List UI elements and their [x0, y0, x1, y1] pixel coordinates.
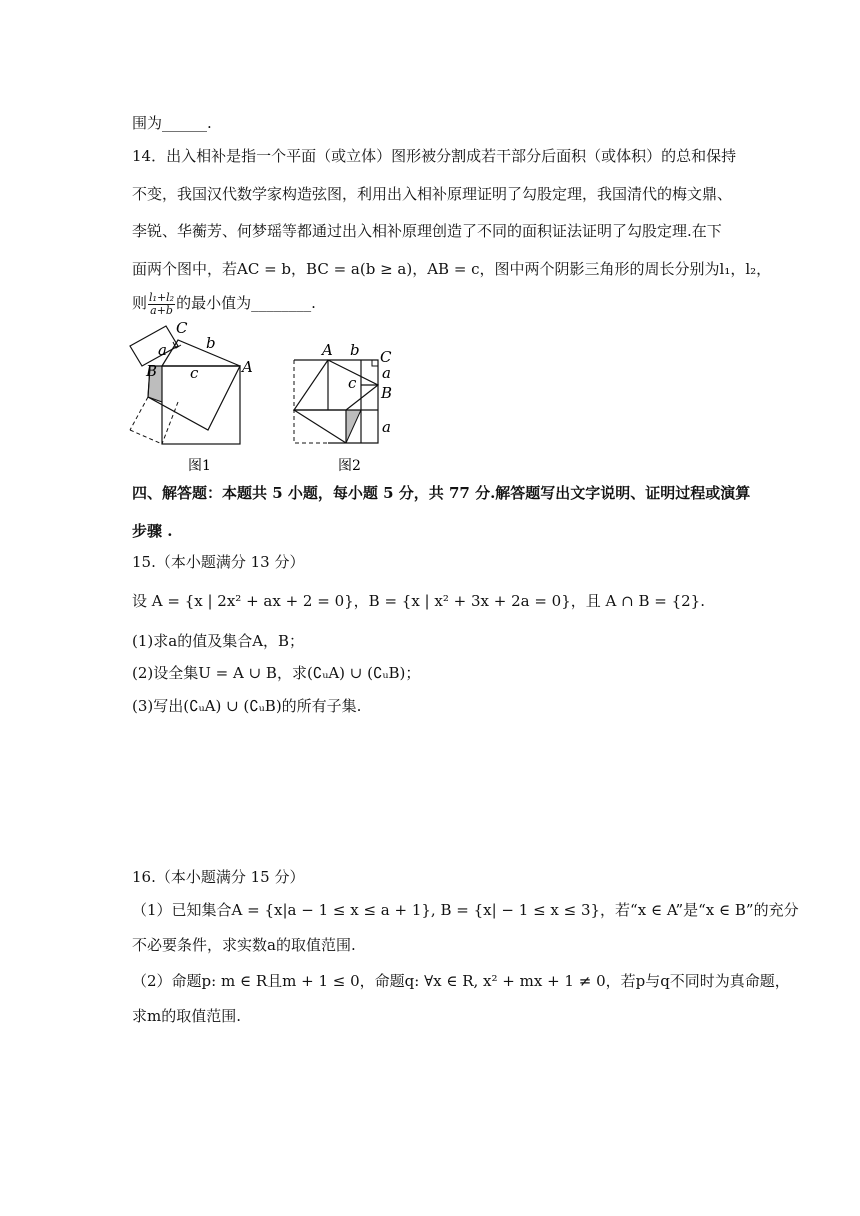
- q16-title: 16.（本小题满分 15 分）: [132, 868, 305, 886]
- q15-part-2: (2)设全集U = A ∪ B，求(∁ᵤA) ∪ (∁ᵤB)；: [132, 664, 421, 682]
- fig2-label-A: A: [322, 341, 333, 359]
- q14-prefix: 则: [132, 294, 148, 312]
- fig2-outer-square: [294, 360, 378, 443]
- q14-line-5: [132, 286, 316, 320]
- q15-stem: 设 A = {x | 2x² + ax + 2 = 0}，B = {x | x² + 3x + 2a = 0}，且 A ∩ B = {2}.: [132, 592, 705, 610]
- fig2-label-b: b: [350, 341, 360, 359]
- fig2-caption: 图2: [338, 458, 361, 474]
- fig2-right-angle-mark: [372, 360, 378, 366]
- fig1-label-C: C: [176, 319, 188, 337]
- q16-part-2-line-2: 求m的取值范围.: [132, 1007, 241, 1025]
- q14-line-3: 李锐、华蘅芳、何梦瑶等都通过出入相补原理创造了不同的面积证法证明了勾股定理.在下: [132, 222, 722, 240]
- figure-1: [120, 318, 260, 478]
- fig1-caption: 图1: [188, 458, 211, 474]
- q15-part-1: (1)求a的值及集合A，B；: [132, 632, 305, 650]
- fig1-label-a: a: [158, 341, 167, 359]
- fig2-label-B: B: [381, 384, 393, 402]
- q15-title: 15.（本小题满分 13 分）: [132, 553, 305, 571]
- section-4-heading-line-1: 四、解答题：本题共 5 小题，每小题 5 分，共 77 分.解答题写出文字说明、证明过程或演算: [132, 484, 751, 502]
- figure-2: [286, 340, 416, 478]
- fig1-label-B: B: [146, 362, 158, 380]
- fig1-dashed-middle: [162, 402, 178, 444]
- fig2-label-a-bottom: a: [382, 418, 391, 436]
- q14-line-1: 14．出入相补是指一个平面（或立体）图形被分割成若干部分后面积（或体积）的总和保持: [132, 147, 737, 165]
- figure-1-diagram: [120, 318, 260, 478]
- q15-part-3: (3)写出(∁ᵤA) ∪ (∁ᵤB)的所有子集.: [132, 697, 362, 715]
- fig1-label-A: A: [242, 358, 253, 376]
- fig1-dashed-bottom: [130, 430, 162, 444]
- q14-line-2: 不变，我国汉代数学家构造弦图，利用出入相补原理证明了勾股定理，我国清代的梅文鼎、: [132, 185, 733, 203]
- q14-fraction-denominator: a+b: [150, 303, 173, 317]
- section-4-heading-line-2: 步骤 .: [132, 522, 173, 540]
- q14-suffix: 的最小值为________.: [176, 294, 316, 312]
- figure-2-diagram: [286, 340, 416, 478]
- q14-line-4: 面两个图中，若AC = b，BC = a(b ≥ a)，AB = c，图中两个阴影三角形的周长分别为l₁，l₂，: [132, 260, 772, 278]
- q16-part-1-line-1: （1）已知集合A = {x|a − 1 ≤ x ≤ a + 1}, B = {x| − 1 ≤ x ≤ 3}，若“x ∈ A”是“x ∈ B”的充分: [132, 901, 799, 919]
- fig2-diagonal-lower: [294, 410, 346, 443]
- fig2-label-c: c: [348, 374, 357, 392]
- previous-question-tail: 围为______.: [132, 114, 212, 132]
- q16-part-1-line-2: 不必要条件，求实数a的取值范围.: [132, 936, 356, 954]
- fig2-label-a-top: a: [382, 364, 391, 382]
- fig1-label-c: c: [190, 364, 199, 382]
- q14-fraction: [148, 292, 175, 317]
- q14-fraction-numerator: l₁+l₂: [149, 290, 175, 304]
- fig1-label-b: b: [206, 334, 216, 352]
- fig1-square-a: [130, 326, 178, 366]
- fig2-shaded-triangle: [346, 410, 361, 443]
- fig2-label-C: C: [380, 348, 392, 366]
- q16-part-2-line-1: （2）命题p: m ∈ R且m + 1 ≤ 0，命题q: ∀x ∈ R, x² + mx + 1 ≠ 0，若p与q不同时为真命题，: [132, 972, 790, 990]
- fig1-dashed-left: [130, 397, 148, 430]
- fig1-square-c: [162, 366, 240, 444]
